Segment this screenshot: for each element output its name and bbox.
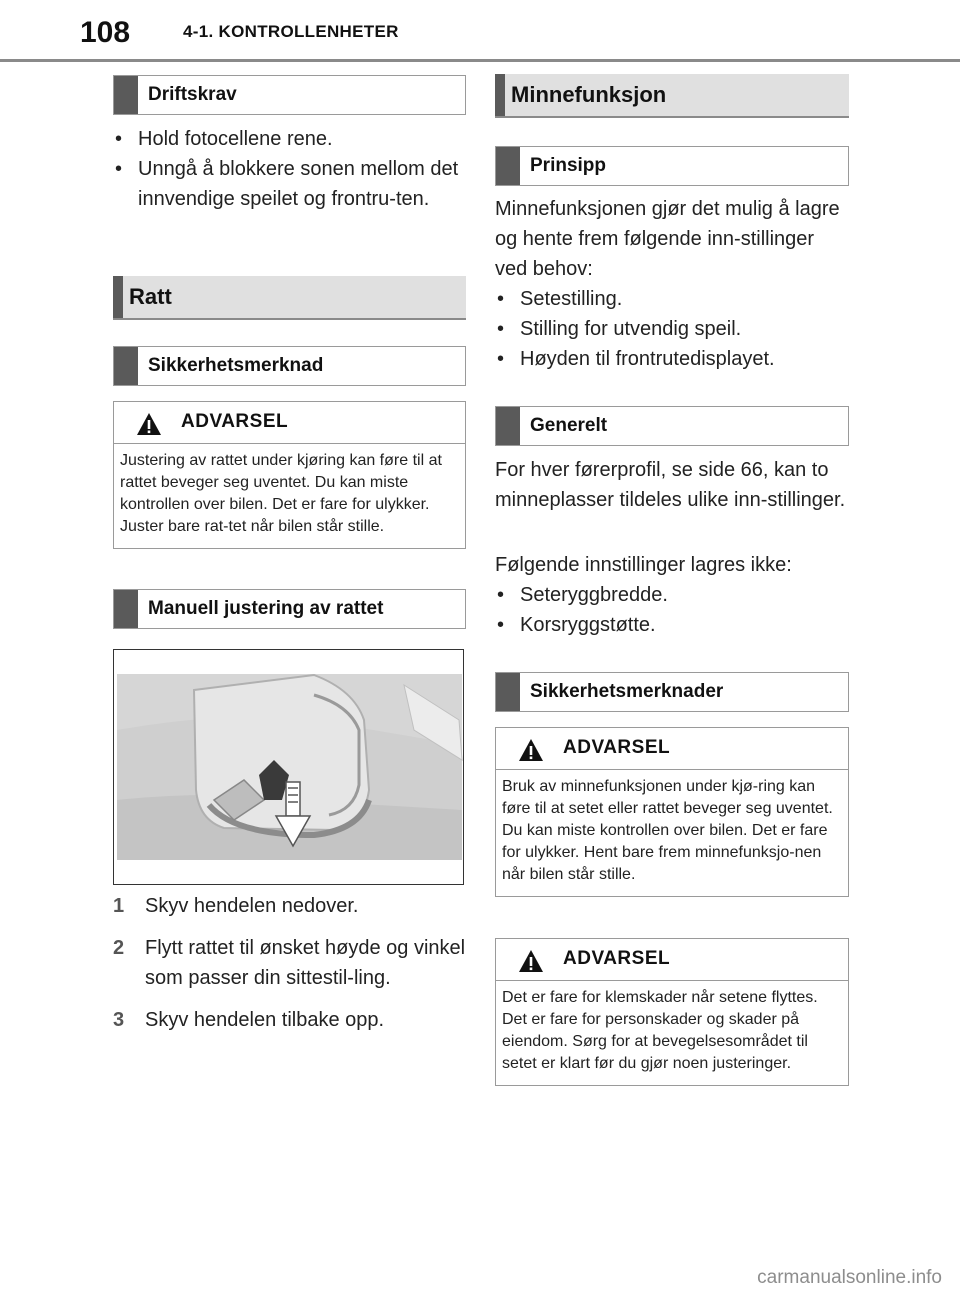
heading-label: Generelt	[530, 415, 608, 436]
heading-generelt	[495, 406, 849, 446]
heading-prinsipp	[495, 146, 849, 186]
step-number: 2	[113, 937, 125, 959]
step-text: Skyv hendelen tilbake opp.	[145, 1009, 385, 1031]
warning-text: Justering av rattet under kjøring kan føre til at rattet beveger seg uventet. Du kan miste kontrollen over bilen. Det er fare for ulykker. Juster bare rat-tet når bilen står stille.	[120, 452, 442, 535]
warning-text: Det er fare for klemskader når setene flyttes. Det er fare for personskader og skader på eiendom. Sørg for at bevegelsesområdet til setet er klart før du gjør noen justeringer.	[502, 989, 818, 1072]
step-text: Flytt rattet til ønsket høyde og vinkel som passer din sittestil-ling.	[145, 937, 466, 989]
list-item: • Korsryggstøtte.	[497, 614, 656, 636]
heading-label: Driftskrav	[148, 84, 237, 105]
page-number: 108	[80, 16, 131, 49]
warning-header	[496, 728, 848, 770]
warning-triangle-icon	[518, 949, 544, 973]
driftskrav-list	[113, 124, 466, 214]
list-item: • Seteryggbredde.	[497, 584, 668, 606]
heading-bar	[496, 673, 520, 711]
heading-label: Manuell justering av rattet	[148, 598, 384, 619]
not-saved-text: Følgende innstillinger lagres ikke:	[495, 554, 792, 576]
warning-triangle-icon	[518, 738, 544, 762]
list-item: • Høyden til frontrutedisplayet.	[497, 348, 775, 370]
prinsipp-list	[495, 284, 849, 374]
heading-label: Prinsipp	[530, 155, 607, 176]
heading-bar	[496, 147, 520, 185]
prinsipp-text: Minnefunksjonen gjør det mulig å lagre og hente frem følgende inn-stillinger ved behov:	[495, 198, 840, 280]
header-divider	[0, 59, 960, 62]
heading-label: Sikkerhetsmerknader	[530, 681, 724, 702]
list-item: • Stilling for utvendig speil.	[497, 318, 742, 340]
heading-label: Ratt	[129, 284, 172, 309]
steering-lever-illustration	[113, 649, 464, 885]
warning-text: Bruk av minnefunksjonen under kjø-ring kan føre til at setet eller rattet beveger seg uventet. Du kan miste kontrollen over bilen. Det er fare for ulykker. Hent bare frem minnefunksjo-nen når bilen står stille.	[502, 778, 833, 883]
heading-label: Minnefunksjon	[511, 82, 667, 107]
chapter-title: 4-1. KONTROLLENHETER	[183, 22, 399, 41]
heading-bar	[114, 76, 138, 114]
warning-title: ADVARSEL	[563, 948, 671, 969]
generelt-text: For hver førerprofil, se side 66, kan to minneplasser tildeles ulike inn-stillinger.	[495, 459, 846, 511]
warning-box	[495, 938, 849, 1086]
step-number: 1	[113, 895, 125, 917]
step-item	[113, 891, 466, 921]
heading-bar	[495, 74, 505, 116]
heading-label: Sikkerhetsmerknad	[148, 355, 324, 376]
watermark: carmanualsonline.info	[757, 1267, 942, 1288]
heading-bar	[113, 276, 123, 318]
warning-title: ADVARSEL	[181, 411, 289, 432]
steering-column-image	[114, 650, 464, 885]
heading-bar	[496, 407, 520, 445]
warning-box	[113, 401, 466, 549]
not-saved-list	[495, 580, 849, 640]
step-item	[113, 1005, 466, 1035]
warning-title: ADVARSEL	[563, 737, 671, 758]
heading-bar	[114, 347, 138, 385]
list-item: • Setestilling.	[497, 288, 623, 310]
adjustment-steps	[113, 891, 466, 1047]
step-text: Skyv hendelen nedover.	[145, 895, 359, 917]
warning-header	[114, 402, 465, 444]
warning-box	[495, 727, 849, 897]
heading-manuell-justering	[113, 589, 466, 629]
page-header	[0, 0, 960, 62]
step-number: 3	[113, 1009, 125, 1031]
step-item	[113, 933, 466, 993]
heading-minnefunksjon	[495, 74, 849, 118]
warning-triangle-icon	[136, 412, 162, 436]
heading-sikkerhetsmerknad	[113, 346, 466, 386]
heading-sikkerhetsmerknader	[495, 672, 849, 712]
heading-bar	[114, 590, 138, 628]
list-item: • Hold fotocellene rene.	[115, 128, 333, 150]
list-item: • Unngå å blokkere sonen mellom det innvendige speilet og frontru-ten.	[115, 158, 459, 210]
warning-header	[496, 939, 848, 981]
heading-driftskrav	[113, 75, 466, 115]
heading-ratt	[113, 276, 466, 320]
